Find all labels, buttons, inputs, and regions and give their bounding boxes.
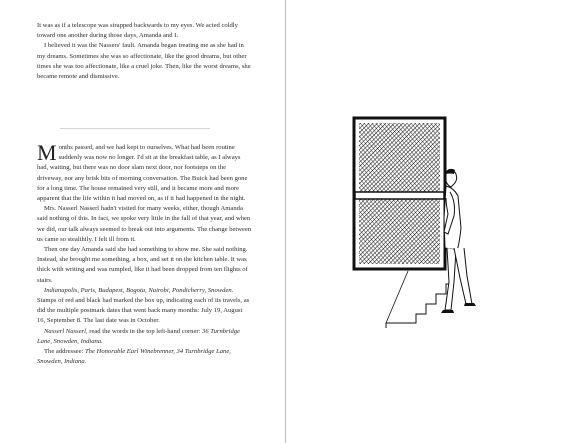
- paragraph-text: read the words in the top left-hand corner:: [87, 327, 203, 335]
- right-page: [286, 0, 570, 443]
- place-list: Indianapolis, Paris, Budapest, Bogota, Nairobi, Pondicherry, Snowden.: [44, 286, 234, 294]
- paragraph: I believed it was the Nassers' fault. Amanda began treating me as she had in my dreams. Sometimes she was so affectionate, like the good dreams, but other times she was too affectionate, like a cruel joke. Then, like the worst dreams, she became remote and dismissive.: [37, 42, 251, 81]
- paragraph: It was as if a telescope was strapped backwards to my eyes. We acted coldly toward one another during those days, Amanda and I.: [37, 22, 238, 40]
- paragraph: Mrs. Nasserl Nasserl hadn't visited for many weeks, either, though Amanda said nothing of this. In fact, we spoke very little in the fall of that year, and when we did, our talk always seemed to break out into arguments. The change between us came so stealthily. I felt ill from it.: [37, 205, 252, 243]
- section-divider: [60, 128, 210, 129]
- paragraph: Then one day Amanda said she had something to show me. She said nothing. Instead, she brought me something, a box, and set it on the kitchen table. It was thick with writing and was rumpled, like it had been dropped from ten flights of stairs.: [37, 246, 248, 284]
- addressee: The Honorable Earl Winebrenner, 34 Turnbridge Lane, Snowden, Indiana.: [37, 348, 231, 366]
- drop-cap: M: [37, 140, 57, 165]
- text-block-main: [37, 140, 252, 367]
- paragraph: [37, 347, 252, 367]
- text-block-top: [37, 21, 252, 82]
- paragraph-text: Stamps of red and black had marked the box up, indicating each of its travels, as did the multiple postmark dates that went back many months: July 19, August 16, September 8. The last date was in October.: [37, 297, 250, 325]
- paragraph: [37, 286, 252, 327]
- paragraph: [37, 327, 252, 347]
- paragraph: [37, 140, 252, 204]
- sender-name: Nasserl Nasserl,: [44, 327, 88, 335]
- sender-address: 36 Turnbridge Lane, Snowden, Indiana.: [37, 327, 240, 345]
- paragraph-text: onths passed, and we had kept to ourselves. What had been routine suddenly was now no longer. I'd sit at the breakfast table, as I always had, waiting, but there was no door slam next door, nor footsteps on the driveway, nor any brisk bits of morning conversation. The Buick had been gone for a long time. The house remained very still, and it became more and more apparent that the life within it had moved on, as if it had happened in the night.: [37, 144, 248, 203]
- paragraph-text: The addressee:: [44, 348, 86, 356]
- man-carrying-window-on-stairs-illustration: [346, 116, 536, 346]
